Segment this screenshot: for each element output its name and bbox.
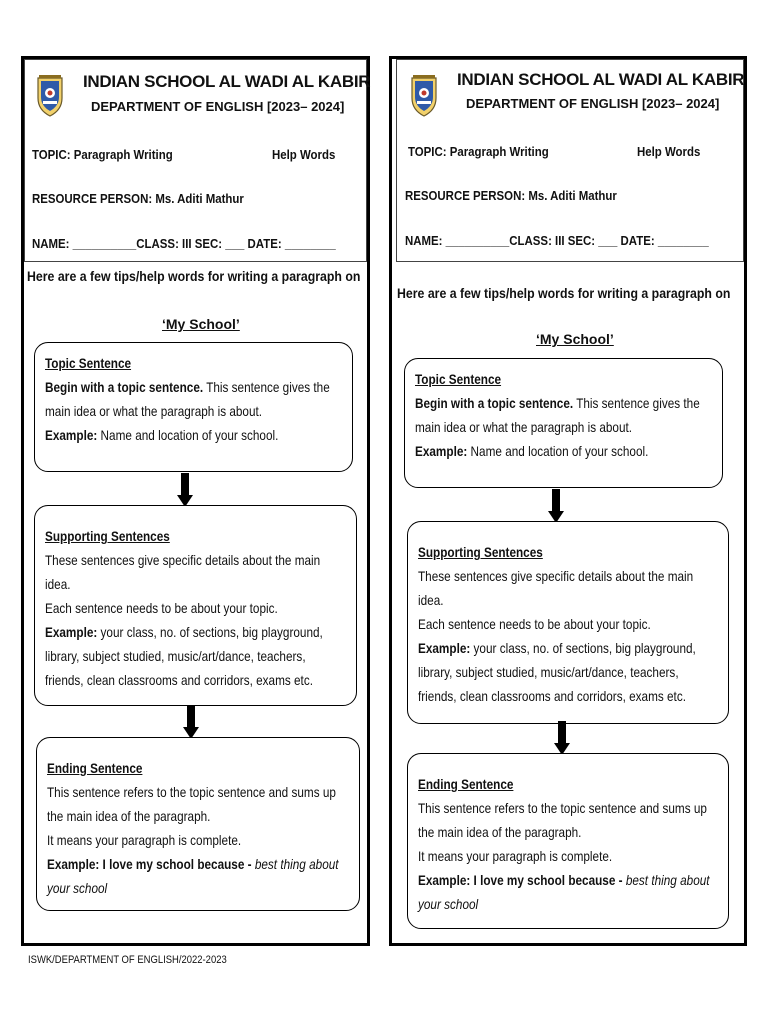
header-box	[396, 59, 744, 262]
school-crest-icon	[35, 74, 65, 118]
topic-sentence-box	[34, 342, 353, 472]
school-name: INDIAN SCHOOL AL WADI AL KABIR	[83, 72, 371, 91]
supporting-line-1: These sentences give specific details about the main idea.	[45, 552, 321, 592]
supporting-line-1: These sentences give specific details about the main idea.	[418, 568, 694, 608]
ending-sentence-box	[407, 753, 729, 929]
help-words-label: Help Words	[272, 147, 336, 162]
right-copy	[392, 56, 744, 946]
ending-sentence-title: Ending Sentence	[47, 760, 143, 776]
subject-title: ‘My School’	[536, 331, 614, 347]
ending-line-2: It means your paragraph is complete.	[418, 848, 613, 864]
down-arrow-icon	[183, 705, 199, 739]
down-arrow-icon	[548, 489, 564, 523]
topic-line: TOPIC: Paragraph Writing	[408, 144, 549, 159]
tips-intro: Here are a few tips/help words for writing a paragraph on	[27, 268, 361, 284]
topic-line: TOPIC: Paragraph Writing	[32, 147, 173, 162]
department-line: DEPARTMENT OF ENGLISH [2023– 2024]	[91, 99, 345, 114]
tips-intro: Here are a few tips/help words for writing a paragraph on	[397, 285, 731, 301]
supporting-example: Example: your class, no. of sections, big playground, library, subject studied, music/art/dance, teachers, friends, clean classrooms and corridors, exams etc.	[45, 624, 323, 688]
supporting-line-2: Each sentence needs to be about your topic.	[45, 600, 278, 616]
footer-code: ISWK/DEPARTMENT OF ENGLISH/2022-2023	[28, 954, 227, 966]
topic-sentence-lead: Begin with a topic sentence. This sentence gives the main idea or what the paragraph is about.	[45, 379, 330, 419]
topic-sentence-example: Example: Name and location of your school.	[415, 443, 649, 459]
school-name: INDIAN SCHOOL AL WADI AL KABIR	[457, 70, 745, 89]
supporting-sentences-title: Supporting Sentences	[45, 528, 170, 544]
topic-sentence-title: Topic Sentence	[45, 355, 132, 371]
supporting-sentences-box	[407, 521, 729, 724]
ending-sentence-box	[36, 737, 360, 911]
topic-sentence-box	[404, 358, 723, 488]
school-crest-icon	[409, 74, 439, 118]
department-line: DEPARTMENT OF ENGLISH [2023– 2024]	[466, 96, 720, 111]
topic-sentence-example: Example: Name and location of your school.	[45, 427, 279, 443]
help-words-label: Help Words	[637, 144, 701, 159]
topic-sentence-title: Topic Sentence	[415, 371, 502, 387]
resource-person-line: RESOURCE PERSON: Ms. Aditi Mathur	[32, 191, 244, 206]
left-copy	[24, 56, 371, 946]
ending-line-1: This sentence refers to the topic sentence and sums up the main idea of the paragraph.	[418, 800, 707, 840]
ending-example: Example: I love my school because - best thing about your school	[47, 856, 339, 896]
supporting-sentences-box	[34, 505, 357, 706]
down-arrow-icon	[177, 473, 193, 507]
header-box	[24, 59, 371, 262]
ending-line-2: It means your paragraph is complete.	[47, 832, 242, 848]
resource-person-line: RESOURCE PERSON: Ms. Aditi Mathur	[405, 188, 617, 203]
supporting-line-2: Each sentence needs to be about your topic.	[418, 616, 651, 632]
ending-line-1: This sentence refers to the topic sentence and sums up the main idea of the paragraph.	[47, 784, 336, 824]
subject-title: ‘My School’	[162, 316, 240, 332]
supporting-example: Example: your class, no. of sections, big playground, library, subject studied, music/art/dance, teachers, friends, clean classrooms and corridors, exams etc.	[418, 640, 696, 704]
name-class-date-line: NAME: __________CLASS: III SEC: ___ DATE: ________	[32, 236, 336, 251]
ending-sentence-title: Ending Sentence	[418, 776, 514, 792]
topic-sentence-lead: Begin with a topic sentence. This sentence gives the main idea or what the paragraph is about.	[415, 395, 700, 435]
ending-example: Example: I love my school because - best thing about your school	[418, 872, 710, 912]
down-arrow-icon	[554, 721, 570, 755]
supporting-sentences-title: Supporting Sentences	[418, 544, 543, 560]
name-class-date-line: NAME: __________CLASS: III SEC: ___ DATE: ________	[405, 233, 709, 248]
column-divider	[367, 56, 392, 946]
